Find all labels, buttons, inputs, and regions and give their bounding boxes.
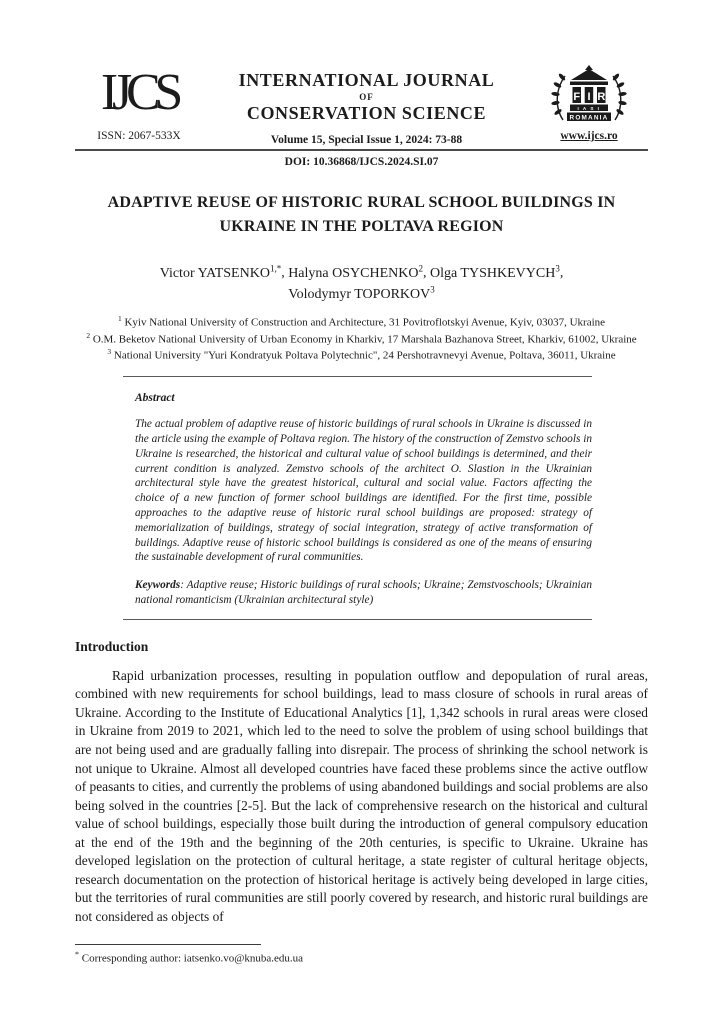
author-name: Halyna OSYCHENKO$^2$	[288, 263, 423, 281]
journal-header	[75, 62, 648, 146]
footnote-text: Corresponding author: iatsenko.vo@knuba.edu.ua	[81, 952, 303, 965]
journal-right-logo-block	[530, 62, 648, 144]
issn-label: ISSN: 2067-533X	[97, 130, 181, 142]
abstract-heading: Abstract	[135, 392, 175, 405]
logo-letter-i: I	[587, 91, 591, 103]
affiliation: $^1$ Kyiv National University of Construction and Architecture, 31 Povitroflotskyi Avenue, Kyiv, 03037, Ukraine	[117, 314, 606, 329]
footnote-divider	[75, 944, 261, 945]
volume-issue-pages: Volume 15, Special Issue 1, 2024: 73-88	[270, 134, 463, 146]
ijcs-logo: IJCS	[100, 64, 178, 121]
abstract-top-divider	[123, 376, 592, 377]
footnote-block	[75, 944, 648, 965]
journal-website-link[interactable]: www.ijcs.ro	[560, 130, 618, 142]
logo-city-label: I A S I	[577, 105, 601, 111]
author-name: Volodymyr TOPORKOV$^3$	[288, 284, 435, 303]
keywords-label: Keywords	[135, 579, 181, 592]
journal-title-line2: OF	[359, 92, 374, 102]
journal-left-logo-block	[75, 62, 203, 142]
abstract-bottom-divider	[123, 619, 592, 620]
affiliations-block	[86, 314, 638, 363]
abstract-block	[123, 376, 592, 620]
doi-label: DOI: 10.36868/IJCS.2024.SI.07	[284, 156, 439, 168]
keywords-text: : Adaptive reuse; Historic buildings of rural schools; Ukraine; Zemstvoschools; Ukrainian national romanticism (Ukrainian architectural style)	[135, 579, 592, 606]
keywords-line	[135, 578, 592, 608]
journal-title-line1: INTERNATIONAL JOURNAL	[238, 70, 495, 90]
journal-title-block	[203, 62, 530, 146]
logo-country-label: ROMANIA	[569, 114, 609, 122]
logo-letter-r: R	[597, 91, 606, 103]
iasi-temple-logo	[541, 64, 637, 126]
section-heading-introduction: Introduction	[75, 638, 149, 654]
abstract-text: The actual problem of adaptive reuse of historic buildings of rural schools in Ukraine is discussed in the article using the example of Poltava region. The history of the construction of Zemstvo schools in Ukraine is researched, the historical and cultural value of school buildings is determined, and their current condition is analyzed. Zemstvo schools of the architect O. Slastion in the Ukrainian architectural style have the greatest historical, cultural and social value. Factors affecting the choice of a new function of former school buildings are identified. For the first time, possible approaches to the adaptive reuse of historic rural school buildings are proposed: strategy of memorialization of buildings, strategy of social integration, strategy of active transformation of buildings. Adaptive reuse of historic school buildings is considered as one of the means of ensuring the sustainable development of rural communities.	[135, 418, 592, 564]
author-name: Olga TYSHKEVYCH$^3$	[429, 263, 560, 281]
footnote-marker: *	[75, 949, 79, 959]
article-title-line2: UKRAINE IN THE POLTAVA REGION	[219, 218, 504, 235]
author-name: Victor $YATSENKO^{1,*}$	[159, 263, 282, 281]
authors-line: Victor $YATSENKO^{1,*}$, Halyna OSYCHENKO$^2$, Olga TYSHKEVYCH$^3$, Volodymyr TOPORKOV$^3$	[159, 263, 564, 303]
journal-title-line3: CONSERVATION SCIENCE	[246, 103, 487, 123]
introduction-paragraph: Rapid urbanization processes, resulting in population outflow and depopulation of rural areas, combined with new requirements for school buildings, lead to mass closure of schools in rural areas of Ukraine. According to the Institute of Educational Analytics [1], 1,342 schools in rural areas were closed in Ukraine from 2019 to 2021, which led to the need to solve the problem of using school buildings that are not being used and are gradually falling into disrepair. The process of shrinking the school network is not unique to Ukraine. Almost all developed countries have faced these problems since the active outflow of peasants to cities, and currently the problems of using abandoned buildings and social problems are also being solved in the countries [2-5]. But the lack of comprehensive research on the historical and cultural value of school buildings, especially those built during the introduction of general compulsory education at the end of the 19th and the beginning of the 20th centuries, is specific to Ukraine. Ukraine has developed legislation on the protection of cultural heritage, a state register of cultural heritage objects, research documentation on the protection of historical heritage is actively being developed in large cities, but the territories of rural communities are still poorly covered by research, and historic rural buildings are not considered as objects of	[75, 667, 648, 925]
logo-letter-f: F	[573, 91, 581, 103]
corresponding-author-note	[75, 950, 648, 965]
article-title	[75, 191, 648, 239]
header-divider	[75, 149, 648, 151]
article-title-line1: ADAPTIVE REUSE OF HISTORIC RURAL SCHOOL BUILDINGS IN	[107, 194, 616, 211]
affiliation: $^3$ National University "Yuri Kondratyuk Poltava Polytechnic", 24 Pershotravnevyi Avenue, Poltava, 36011, Ukraine	[107, 346, 616, 362]
affiliation: $^2$ O.M. Beketov National University of Urban Economy in Kharkiv, 17 Marshala Bazhanova Street, Kharkiv, 61002, Ukraine	[86, 330, 637, 346]
laurel-right-icon	[612, 73, 627, 120]
laurel-left-icon	[551, 73, 566, 120]
